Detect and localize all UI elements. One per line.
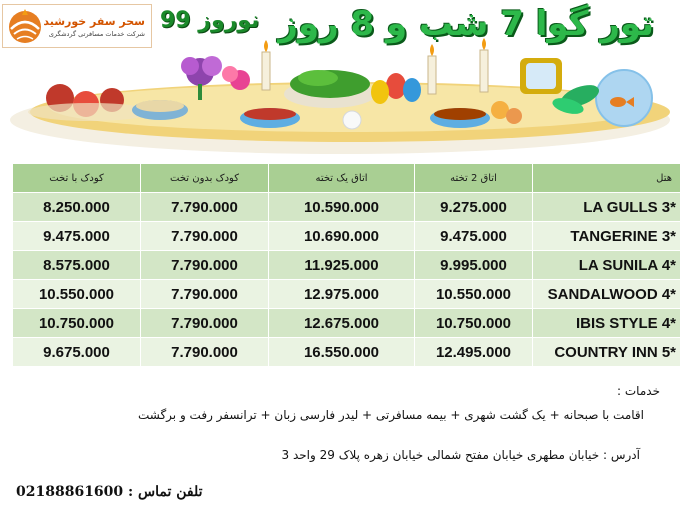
cell-child-no-bed: 7.790.000 <box>141 222 269 251</box>
cell-single: 12.975.000 <box>269 280 415 309</box>
cell-child-no-bed: 7.790.000 <box>141 280 269 309</box>
price-table <box>12 163 680 367</box>
header-hotel: هتل <box>533 164 680 193</box>
table-row <box>13 338 680 367</box>
header-child-bed: کودک با تخت <box>13 164 141 193</box>
cell-hotel: COUNTRY INN 5* <box>533 338 680 367</box>
cell-child-no-bed: 7.790.000 <box>141 193 269 222</box>
table-row <box>13 251 680 280</box>
brand-logo <box>2 4 152 48</box>
header-single-room: اتاق یک تخته <box>269 164 415 193</box>
cell-child-bed: 8.250.000 <box>13 193 141 222</box>
cell-child-bed: 10.550.000 <box>13 280 141 309</box>
table-row <box>13 193 680 222</box>
table-row <box>13 309 680 338</box>
table-row <box>13 222 680 251</box>
cell-single: 11.925.000 <box>269 251 415 280</box>
header-double-room: اتاق 2 تخته <box>415 164 533 193</box>
cell-hotel: TANGERINE 3* <box>533 222 680 251</box>
cell-child-no-bed: 7.790.000 <box>141 251 269 280</box>
cell-double: 9.275.000 <box>415 193 533 222</box>
cell-child-no-bed: 7.790.000 <box>141 309 269 338</box>
cell-single: 10.590.000 <box>269 193 415 222</box>
cell-double: 10.750.000 <box>415 309 533 338</box>
cell-double: 12.495.000 <box>415 338 533 367</box>
tour-title: تور گوا 7 شب و 8 روز <box>278 4 654 44</box>
cell-hotel: SANDALWOOD 4* <box>533 280 680 309</box>
cell-double: 9.475.000 <box>415 222 533 251</box>
services-label: خدمات : <box>617 384 660 398</box>
sun-logo-icon <box>5 5 45 45</box>
cell-child-bed: 9.675.000 <box>13 338 141 367</box>
phone-number: 02188861600 <box>16 484 124 500</box>
cell-single: 12.675.000 <box>269 309 415 338</box>
nowruz-heading: نوروز 99 <box>160 8 260 33</box>
cell-hotel: IBIS STYLE 4* <box>533 309 680 338</box>
header-child-no-bed: کودک بدون تخت <box>141 164 269 193</box>
cell-child-bed: 10.750.000 <box>13 309 141 338</box>
cell-double: 9.995.000 <box>415 251 533 280</box>
brand-name: سحر سفر خورشید <box>43 14 145 28</box>
address-text: آدرس : خیابان مطهری خیابان مفتح شمالی خیابان زهره پلاک 29 واحد 3 <box>281 448 640 462</box>
cell-double: 10.550.000 <box>415 280 533 309</box>
table-row <box>13 280 680 309</box>
cell-child-bed: 9.475.000 <box>13 222 141 251</box>
cell-child-bed: 8.575.000 <box>13 251 141 280</box>
table-header-row <box>13 164 680 193</box>
cell-child-no-bed: 7.790.000 <box>141 338 269 367</box>
services-text: اقامت با صبحانه + یک گشت شهری + بیمه مسافرتی + لیدر فارسی زبان + ترانسفر رفت و برگشت <box>137 408 644 422</box>
cell-hotel: LA SUNILA 4* <box>533 251 680 280</box>
banner <box>0 0 680 162</box>
cell-single: 10.690.000 <box>269 222 415 251</box>
brand-tagline: شرکت خدمات مسافرتی گردشگری <box>48 29 145 38</box>
cell-single: 16.550.000 <box>269 338 415 367</box>
phone-label: تلفن تماس : <box>128 484 203 500</box>
cell-hotel: LA GULLS 3* <box>533 193 680 222</box>
